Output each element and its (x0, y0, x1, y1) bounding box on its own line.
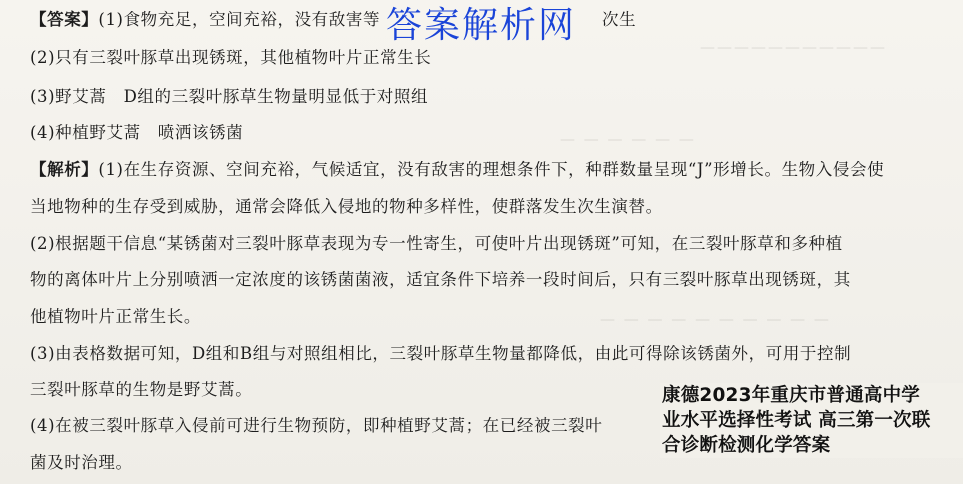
analysis-line-9: 菌及时治理。 (30, 453, 133, 472)
answer-line-1 (30, 10, 380, 30)
analysis-line-1 (30, 160, 884, 180)
analysis-tag: 【解析】 (30, 160, 99, 179)
analysis-line-7: 三裂叶豚草的生物是野艾蒿。 (30, 380, 253, 399)
answer-item-4: (4)种植野艾蒿 喷洒该锈菌 (30, 123, 244, 142)
answer-tag-text: 【答案】 (30, 10, 99, 29)
answer-item-1: (1)食物充足，空间充裕，没有敌害等 (98, 10, 381, 29)
answer-item-3: (3)野艾蒿 D组的三裂叶豚草生物量明显低于对照组 (30, 87, 429, 106)
answer-item-2: (2)只有三裂叶豚草出现锈斑，其他植物叶片正常生长 (30, 48, 432, 67)
analysis-line-6: (3)由表格数据可知，D组和B组与对照组相比，三裂叶豚草生物量都降低，由此可得除该锈菌外，可用于控制 (30, 344, 852, 363)
analysis-line-3: (2)根据题干信息“某锈菌对三裂叶豚草表现为专一性寄生，可使叶片出现锈斑”可知，在三裂叶豚草和多种植 (30, 234, 843, 253)
bleed-through-text: ——————————— (700, 38, 887, 56)
bleed-through-text: — — — — — — (560, 130, 696, 148)
site-watermark: 答案解析网 (386, 5, 577, 46)
exam-caption-line-1: 康德2023年重庆市普通高中学 (662, 385, 920, 406)
answer-item-1-tail: 次生 (602, 10, 637, 29)
analysis-line-4: 物的离体叶片上分别喷洒一定浓度的该锈菌菌液，适宜条件下培养一段时间后，只有三裂叶豚草出现锈斑，其 (30, 270, 851, 289)
exam-caption (660, 383, 963, 458)
exam-caption-line-3: 合诊断检测化学答案 (662, 435, 831, 456)
analysis-line-2: 当地物种的生存受到威胁，通常会降低入侵地的物种多样性，使群落发生次生演替。 (30, 197, 663, 216)
analysis-line-5: 他植物叶片正常生长。 (30, 307, 201, 326)
analysis-text-1: (1)在生存资源、空间充裕，气候适宜，没有敌害的理想条件下，种群数量呈现“J”形增长。生物入侵会使 (98, 160, 885, 179)
analysis-line-8: (4)在被三裂叶豚草入侵前可进行生物预防，即种植野艾蒿；在已经被三裂叶 (30, 416, 603, 435)
bleed-through-text: — — — — — — — — — — (600, 310, 831, 328)
exam-caption-line-2: 业水平选择性考试 高三第一次联 (662, 410, 931, 431)
